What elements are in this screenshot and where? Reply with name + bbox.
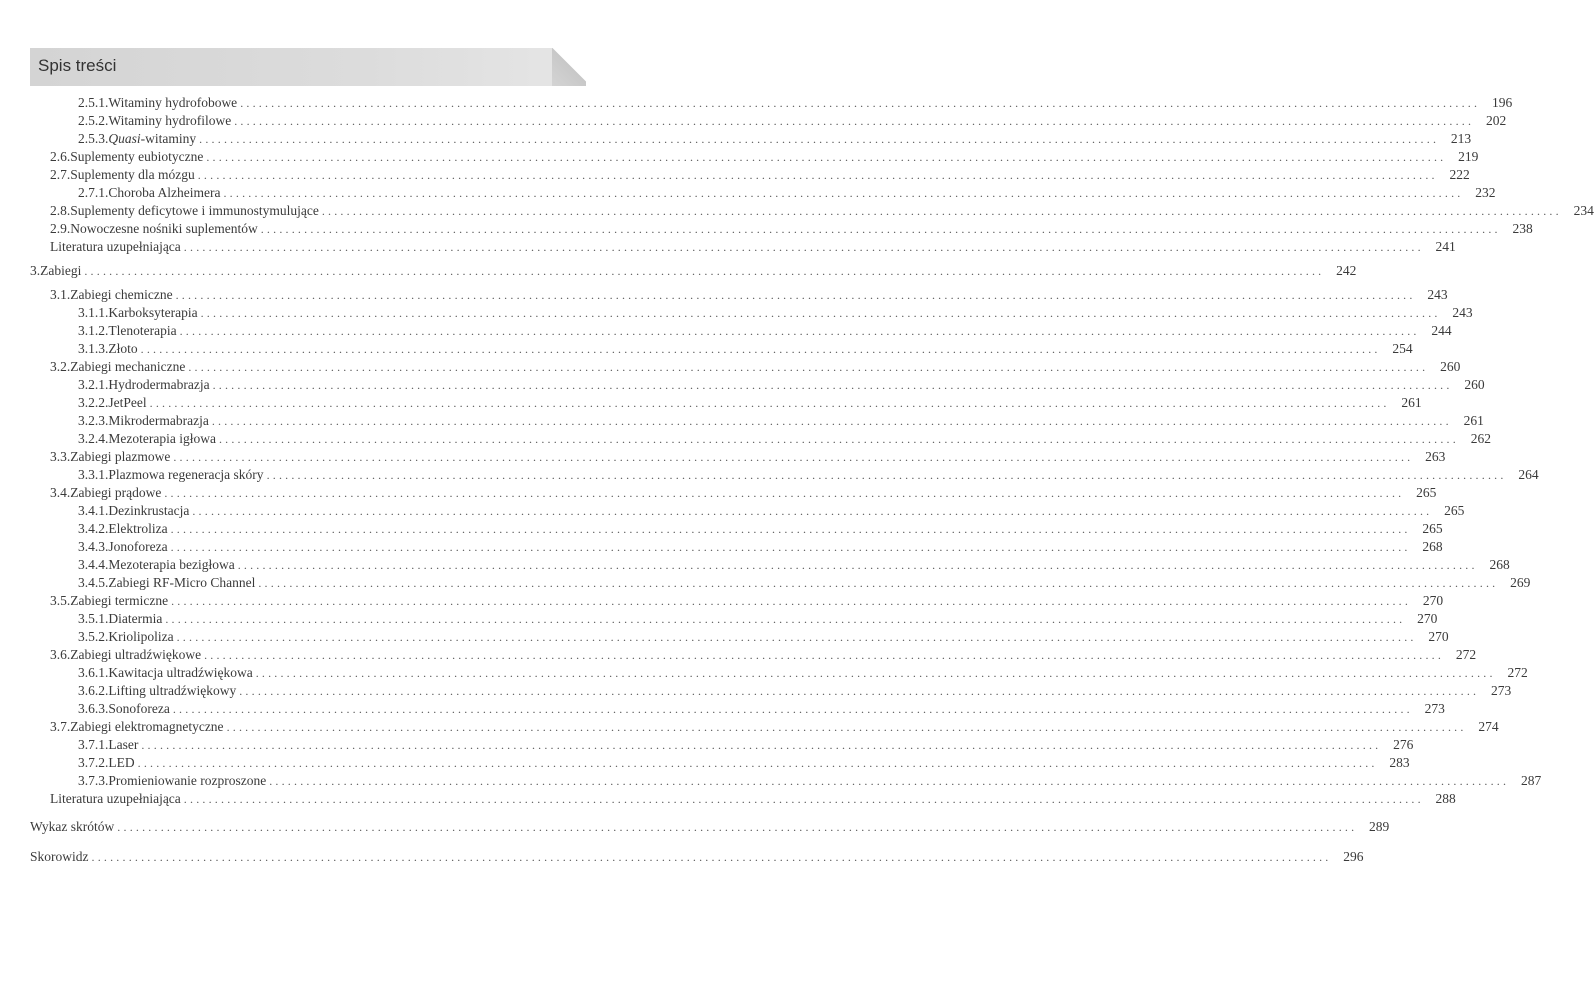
- toc-entry-title: [108, 556, 237, 574]
- toc-entry-title: [30, 848, 92, 866]
- toc-entry-title-text: Suplementy deficytowe i immunostymulujące: [70, 203, 319, 218]
- toc-entry-page: 222: [1449, 167, 1470, 182]
- toc-entry-number: 2.7.1.: [78, 185, 109, 200]
- toc-entry-title: [108, 538, 170, 556]
- toc-entry: [78, 94, 1513, 112]
- toc-entry-number: 2.6.: [50, 149, 71, 164]
- toc-entry-title-prefix: Quasi: [108, 131, 141, 146]
- toc-entry-number: 2.9.: [50, 221, 71, 236]
- toc-entry: [78, 556, 1510, 574]
- toc-entry: [78, 430, 1491, 448]
- toc-entry-title: [70, 448, 173, 466]
- toc-entry-page: 288: [1435, 791, 1456, 806]
- toc-entry-number: 3.2.: [50, 359, 71, 374]
- toc-leader-dots: ........................................................................................................................................................................................................: [206, 150, 1447, 164]
- header-corner-decoration: [552, 48, 586, 86]
- toc-entry-title-text: Zabiegi mechaniczne: [70, 359, 186, 374]
- toc-leader-dots: ........................................................................................................................................................................................................: [239, 684, 1480, 698]
- toc-entry-title-text: Mikrodermabrazja: [108, 413, 209, 428]
- toc-entry-number: 3.2.2.: [78, 395, 109, 410]
- toc-entry-page: 276: [1393, 737, 1414, 752]
- toc-leader-dots: ........................................................................................................................................................................................................: [204, 648, 1445, 662]
- toc-entry-page: 289: [1369, 819, 1390, 834]
- toc-entry-title-text: Zabiegi chemiczne: [70, 287, 173, 302]
- toc-leader-dots: ........................................................................................................................................................................................................: [258, 576, 1499, 590]
- toc-leader-dots: ........................................................................................................................................................................................................: [200, 306, 1441, 320]
- toc-entry: [78, 304, 1473, 322]
- toc-entry-title-text: Zabiegi: [40, 263, 82, 278]
- toc-entry-page: 254: [1392, 341, 1413, 356]
- toc-leader-dots: ........................................................................................................................................................................................................: [164, 486, 1405, 500]
- toc-entry: [50, 448, 1446, 466]
- toc-entry-title-text: Suplementy eubiotyczne: [70, 149, 204, 164]
- toc-entry-title: [108, 682, 239, 700]
- toc-entry-title: [108, 94, 240, 112]
- toc-entry-title-text: Hydrodermabrazja: [108, 377, 210, 392]
- toc-entry-number: 2.5.3.: [78, 131, 109, 146]
- toc-leader-dots: ........................................................................................................................................................................................................: [91, 850, 1332, 864]
- toc-entry-number: 3.7.2.: [78, 755, 109, 770]
- toc-leader-dots: ........................................................................................................................................................................................................: [183, 240, 1424, 254]
- toc-entry-title-text: Choroba Alzheimera: [108, 185, 221, 200]
- toc-entry-number: 3.6.: [50, 647, 71, 662]
- toc-entry: [78, 772, 1542, 790]
- toc-entry-title: [70, 148, 206, 166]
- toc-entry-title: [70, 718, 226, 736]
- toc-entry-number: 3.4.4.: [78, 557, 109, 572]
- toc-entry-title: [70, 646, 204, 664]
- toc-entry: [78, 610, 1438, 628]
- toc-entry-title: [108, 430, 219, 448]
- toc-leader-dots: ........................................................................................................................................................................................................: [255, 666, 1496, 680]
- toc-entry-page: 273: [1424, 701, 1445, 716]
- toc-entry-page: 272: [1507, 665, 1528, 680]
- toc-entry-page: 264: [1518, 467, 1539, 482]
- toc-entry: [50, 484, 1437, 502]
- toc-entry-number: 3.4.5.: [78, 575, 109, 590]
- toc-entry: [78, 664, 1528, 682]
- toc-entry-title: [108, 304, 200, 322]
- toc-leader-dots: ........................................................................................................................................................................................................: [137, 756, 1378, 770]
- toc-leader-dots: ........................................................................................................................................................................................................: [176, 630, 1417, 644]
- toc-leader-dots: ........................................................................................................................................................................................................: [226, 720, 1467, 734]
- toc-entry: [30, 818, 1390, 836]
- toc-entry-page: 241: [1435, 239, 1456, 254]
- toc-leader-dots: ........................................................................................................................................................................................................: [117, 820, 1358, 834]
- toc-entry-title: [70, 286, 175, 304]
- toc-entry-title: [70, 358, 188, 376]
- toc-leader-dots: ........................................................................................................................................................................................................: [218, 432, 1459, 446]
- toc-entry: [78, 376, 1485, 394]
- toc-leader-dots: ........................................................................................................................................................................................................: [179, 324, 1420, 338]
- toc-entry: [50, 646, 1477, 664]
- toc-entry: [78, 502, 1465, 520]
- toc-entry: [50, 592, 1444, 610]
- toc-entry: [78, 628, 1449, 646]
- toc-entry-page: 268: [1489, 557, 1510, 572]
- toc-entry-number: 3.1.3.: [78, 341, 109, 356]
- toc-entry: [78, 130, 1472, 148]
- toc-leader-dots: ........................................................................................................................................................................................................: [141, 738, 1382, 752]
- toc-leader-dots: ........................................................................................................................................................................................................: [234, 114, 1475, 128]
- toc-entry-page: 263: [1425, 449, 1446, 464]
- toc-leader-dots: ........................................................................................................................................................................................................: [223, 186, 1464, 200]
- toc-entry-title-text: Zabiegi plazmowe: [70, 449, 171, 464]
- toc-entry-title: [70, 592, 171, 610]
- toc-entry-title-text: Witaminy hydrofilowe: [108, 113, 232, 128]
- toc-entry-number: 3.7.: [50, 719, 71, 734]
- toc-entry: [78, 340, 1413, 358]
- toc-entry-page: 270: [1428, 629, 1449, 644]
- toc-entry-page: 270: [1422, 593, 1444, 608]
- toc-entry-title: [108, 322, 179, 340]
- toc-entry: [78, 112, 1507, 130]
- toc-entry-title: [108, 772, 269, 790]
- toc-entry-title: [70, 220, 260, 238]
- toc-entry: [78, 466, 1539, 484]
- toc-entry: [78, 736, 1414, 754]
- toc-entry-title-text: Zabiegi termiczne: [70, 593, 169, 608]
- toc-leader-dots: ........................................................................................................................................................................................................: [212, 378, 1453, 392]
- toc-entry-title-text: Złoto: [108, 341, 138, 356]
- toc-entry: [78, 520, 1443, 538]
- toc-entry: [78, 754, 1410, 772]
- toc-entry-page: 262: [1470, 431, 1491, 446]
- toc-entry-page: 202: [1485, 113, 1507, 128]
- toc-entry-page: 213: [1450, 131, 1472, 146]
- toc-entry-title-text: Plazmowa regeneracja skóry: [108, 467, 264, 482]
- toc-entry-page: 272: [1455, 647, 1477, 662]
- toc-entry-title-text: Zabiegi elektromagnetyczne: [70, 719, 224, 734]
- toc-entry-number: 3.2.4.: [78, 431, 109, 446]
- toc-entry-page: 238: [1512, 221, 1533, 236]
- toc-entry-number: 2.8.: [50, 203, 71, 218]
- toc-entry: [78, 682, 1512, 700]
- toc-entry-title-text: Karboksyterapia: [108, 305, 198, 320]
- toc-entry: [30, 848, 1364, 866]
- toc-entry: [50, 238, 1456, 256]
- toc-entry-number: 3.7.1.: [78, 737, 109, 752]
- toc-entry: [50, 718, 1499, 736]
- toc-entry-title-text: JetPeel: [108, 395, 147, 410]
- toc-leader-dots: ........................................................................................................................................................................................................: [199, 132, 1440, 146]
- toc-entry-title: [108, 628, 176, 646]
- toc-entry-number: 3.5.1.: [78, 611, 109, 626]
- toc-entry-page: 196: [1491, 95, 1513, 110]
- toc-entry-page: 261: [1463, 413, 1484, 428]
- toc-entry-page: 261: [1401, 395, 1422, 410]
- toc-entry-title: [108, 520, 170, 538]
- toc-entry-page: 244: [1431, 323, 1452, 338]
- toc-entry-page: 243: [1427, 287, 1448, 302]
- toc-entry: [78, 538, 1443, 556]
- page-title: Spis treści: [38, 56, 117, 75]
- toc-entry: [50, 166, 1470, 184]
- toc-entry-number: 3.4.3.: [78, 539, 109, 554]
- toc-entry-title: [108, 376, 212, 394]
- toc-leader-dots: ........................................................................................................................................................................................................: [321, 204, 1562, 218]
- toc-entry-title: [108, 130, 199, 148]
- toc-entry-number: 3.6.2.: [78, 683, 109, 698]
- toc-entry-title: [108, 412, 211, 430]
- toc-entry-title-text: Suplementy dla mózgu: [70, 167, 195, 182]
- toc-entry-title-text: Wykaz skrótów: [30, 819, 115, 834]
- toc-entry-page: 283: [1389, 755, 1410, 770]
- toc-entry: [78, 184, 1496, 202]
- toc-entry-title: [108, 664, 255, 682]
- toc-leader-dots: ........................................................................................................................................................................................................: [84, 264, 1325, 278]
- toc-leader-dots: ........................................................................................................................................................................................................: [170, 540, 1411, 554]
- toc-leader-dots: ........................................................................................................................................................................................................: [170, 522, 1411, 536]
- toc-entry-title-text: -witaminy: [140, 131, 197, 146]
- toc-entry-number: 2.5.1.: [78, 95, 109, 110]
- toc-entry-title-text: Jonoforeza: [108, 539, 168, 554]
- toc-entry-title-text: Laser: [108, 737, 139, 752]
- toc-entry: [50, 286, 1448, 304]
- toc-entry-title: [70, 484, 164, 502]
- toc-entry-page: 265: [1444, 503, 1465, 518]
- toc-entry-page: 274: [1478, 719, 1499, 734]
- toc-entry-title-text: Lifting ultradźwiękowy: [108, 683, 237, 698]
- toc-leader-dots: ........................................................................................................................................................................................................: [173, 450, 1414, 464]
- toc-entry-title: [108, 610, 165, 628]
- toc-leader-dots: ........................................................................................................................................................................................................: [260, 222, 1501, 236]
- toc-leader-dots: ........................................................................................................................................................................................................: [240, 96, 1481, 110]
- toc-entry-number: 3.1.1.: [78, 305, 109, 320]
- toc-entry-number: 3.3.1.: [78, 467, 109, 482]
- toc-entry-page: 242: [1336, 263, 1357, 278]
- toc-entry-title: [108, 184, 223, 202]
- toc-entry: [50, 148, 1479, 166]
- toc-entry-title-text: Literatura uzupełniająca: [50, 239, 181, 254]
- toc-entry-number: 3.4.2.: [78, 521, 109, 536]
- toc-entry-number: 3.5.: [50, 593, 71, 608]
- toc-entry-title-text: Witaminy hydrofobowe: [108, 95, 238, 110]
- toc-entry-title-text: Zabiegi ultradźwiękowe: [70, 647, 202, 662]
- toc-entry: [78, 574, 1531, 592]
- toc-entry-page: 232: [1475, 185, 1496, 200]
- toc-entry-page: 265: [1416, 485, 1437, 500]
- toc-entry-number: 3.4.: [50, 485, 71, 500]
- toc-entry-title-text: Promieniowanie rozproszone: [108, 773, 267, 788]
- toc-entry-title: [108, 502, 192, 520]
- toc-entry-title: [108, 700, 172, 718]
- toc-entry-number: 3.4.1.: [78, 503, 109, 518]
- toc-entry-number: 3.1.2.: [78, 323, 109, 338]
- toc-entry-page: 287: [1520, 773, 1542, 788]
- toc-entry-title-text: Zabiegi RF-Micro Channel: [108, 575, 256, 590]
- toc-entry: [50, 220, 1533, 238]
- toc-entry-page: 273: [1490, 683, 1512, 698]
- toc-entry-number: 3.5.2.: [78, 629, 109, 644]
- toc-entry: [78, 700, 1445, 718]
- toc-entry-title-text: Skorowidz: [30, 849, 89, 864]
- toc-entry-number: 3.: [30, 263, 41, 278]
- toc-entry: [78, 412, 1484, 430]
- toc-entry-number: 3.7.3.: [78, 773, 109, 788]
- toc-entry-page: 265: [1422, 521, 1443, 536]
- toc-entry-title-text: Mezoterapia igłowa: [108, 431, 216, 446]
- toc-entry-title: [108, 340, 140, 358]
- toc-entry-number: 3.6.3.: [78, 701, 109, 716]
- toc-entry: [30, 262, 1357, 280]
- toc-entry-page: 243: [1452, 305, 1473, 320]
- toc-entry-page: 234: [1573, 203, 1594, 218]
- toc-entry: [78, 394, 1422, 412]
- toc-entry-page: 260: [1440, 359, 1461, 374]
- toc-leader-dots: ........................................................................................................................................................................................................: [192, 504, 1433, 518]
- toc-entry-title-text: Zabiegi prądowe: [70, 485, 162, 500]
- toc-entry-number: 3.3.: [50, 449, 71, 464]
- toc-entry-page: 269: [1510, 575, 1531, 590]
- toc-entry-title-text: Sonoforeza: [108, 701, 170, 716]
- toc-entry: [50, 202, 1594, 220]
- toc-leader-dots: ........................................................................................................................................................................................................: [197, 168, 1438, 182]
- toc-entry-title-text: Dezinkrustacja: [108, 503, 190, 518]
- toc-entry-title: [108, 574, 258, 592]
- toc-entry-number: 2.5.2.: [78, 113, 109, 128]
- toc-entry: [78, 322, 1452, 340]
- toc-entry: [50, 790, 1456, 808]
- toc-entry-title-text: Nowoczesne nośniki suplementów: [70, 221, 258, 236]
- toc-leader-dots: ........................................................................................................................................................................................................: [171, 594, 1412, 608]
- toc-entry-page: 219: [1458, 149, 1479, 164]
- toc-entry-title-text: Kriolipoliza: [108, 629, 174, 644]
- toc-entry-title: [50, 790, 184, 808]
- toc-leader-dots: ........................................................................................................................................................................................................: [266, 468, 1507, 482]
- toc-entry-page: 296: [1343, 849, 1364, 864]
- toc-leader-dots: ........................................................................................................................................................................................................: [140, 342, 1381, 356]
- toc-entry-number: 3.6.1.: [78, 665, 109, 680]
- toc-entry-title: [70, 166, 197, 184]
- toc-entry-title-text: Literatura uzupełniająca: [50, 791, 181, 806]
- toc-entry-title: [108, 394, 149, 412]
- toc-entry-number: 3.1.: [50, 287, 71, 302]
- toc-entry-title-text: Kawitacja ultradźwiękowa: [108, 665, 253, 680]
- toc-entry-title-text: Mezoterapia bezigłowa: [108, 557, 235, 572]
- toc-leader-dots: ........................................................................................................................................................................................................: [237, 558, 1478, 572]
- toc-entry-title: [108, 754, 137, 772]
- toc-entry-number: 3.2.1.: [78, 377, 109, 392]
- toc-leader-dots: ........................................................................................................................................................................................................: [269, 774, 1510, 788]
- toc-leader-dots: ........................................................................................................................................................................................................: [211, 414, 1452, 428]
- toc-entry-page: 270: [1417, 611, 1438, 626]
- toc-entry-number: 3.2.3.: [78, 413, 109, 428]
- toc-entry-page: 260: [1464, 377, 1485, 392]
- toc-leader-dots: ........................................................................................................................................................................................................: [188, 360, 1429, 374]
- toc-entry-title: [30, 818, 117, 836]
- toc-entry: [50, 358, 1461, 376]
- toc-leader-dots: ........................................................................................................................................................................................................: [175, 288, 1416, 302]
- toc-entry-title: [108, 736, 141, 754]
- toc-entry-page: 268: [1422, 539, 1443, 554]
- toc-leader-dots: ........................................................................................................................................................................................................: [183, 792, 1424, 806]
- toc-entry-title: [50, 238, 184, 256]
- toc-entry-title: [108, 112, 234, 130]
- toc-entry-title-text: Diatermia: [108, 611, 163, 626]
- toc-leader-dots: ........................................................................................................................................................................................................: [172, 702, 1413, 716]
- toc-entry-title-text: Elektroliza: [108, 521, 168, 536]
- toc-leader-dots: ........................................................................................................................................................................................................: [165, 612, 1406, 626]
- toc-entry-number: 2.7.: [50, 167, 71, 182]
- toc-leader-dots: ........................................................................................................................................................................................................: [149, 396, 1390, 410]
- toc-entry-title: [108, 466, 266, 484]
- toc-entry-title-text: Tlenoterapia: [108, 323, 177, 338]
- toc-entry-title: [40, 262, 84, 280]
- toc-entry-title: [70, 202, 322, 220]
- toc-entry-title-text: LED: [108, 755, 135, 770]
